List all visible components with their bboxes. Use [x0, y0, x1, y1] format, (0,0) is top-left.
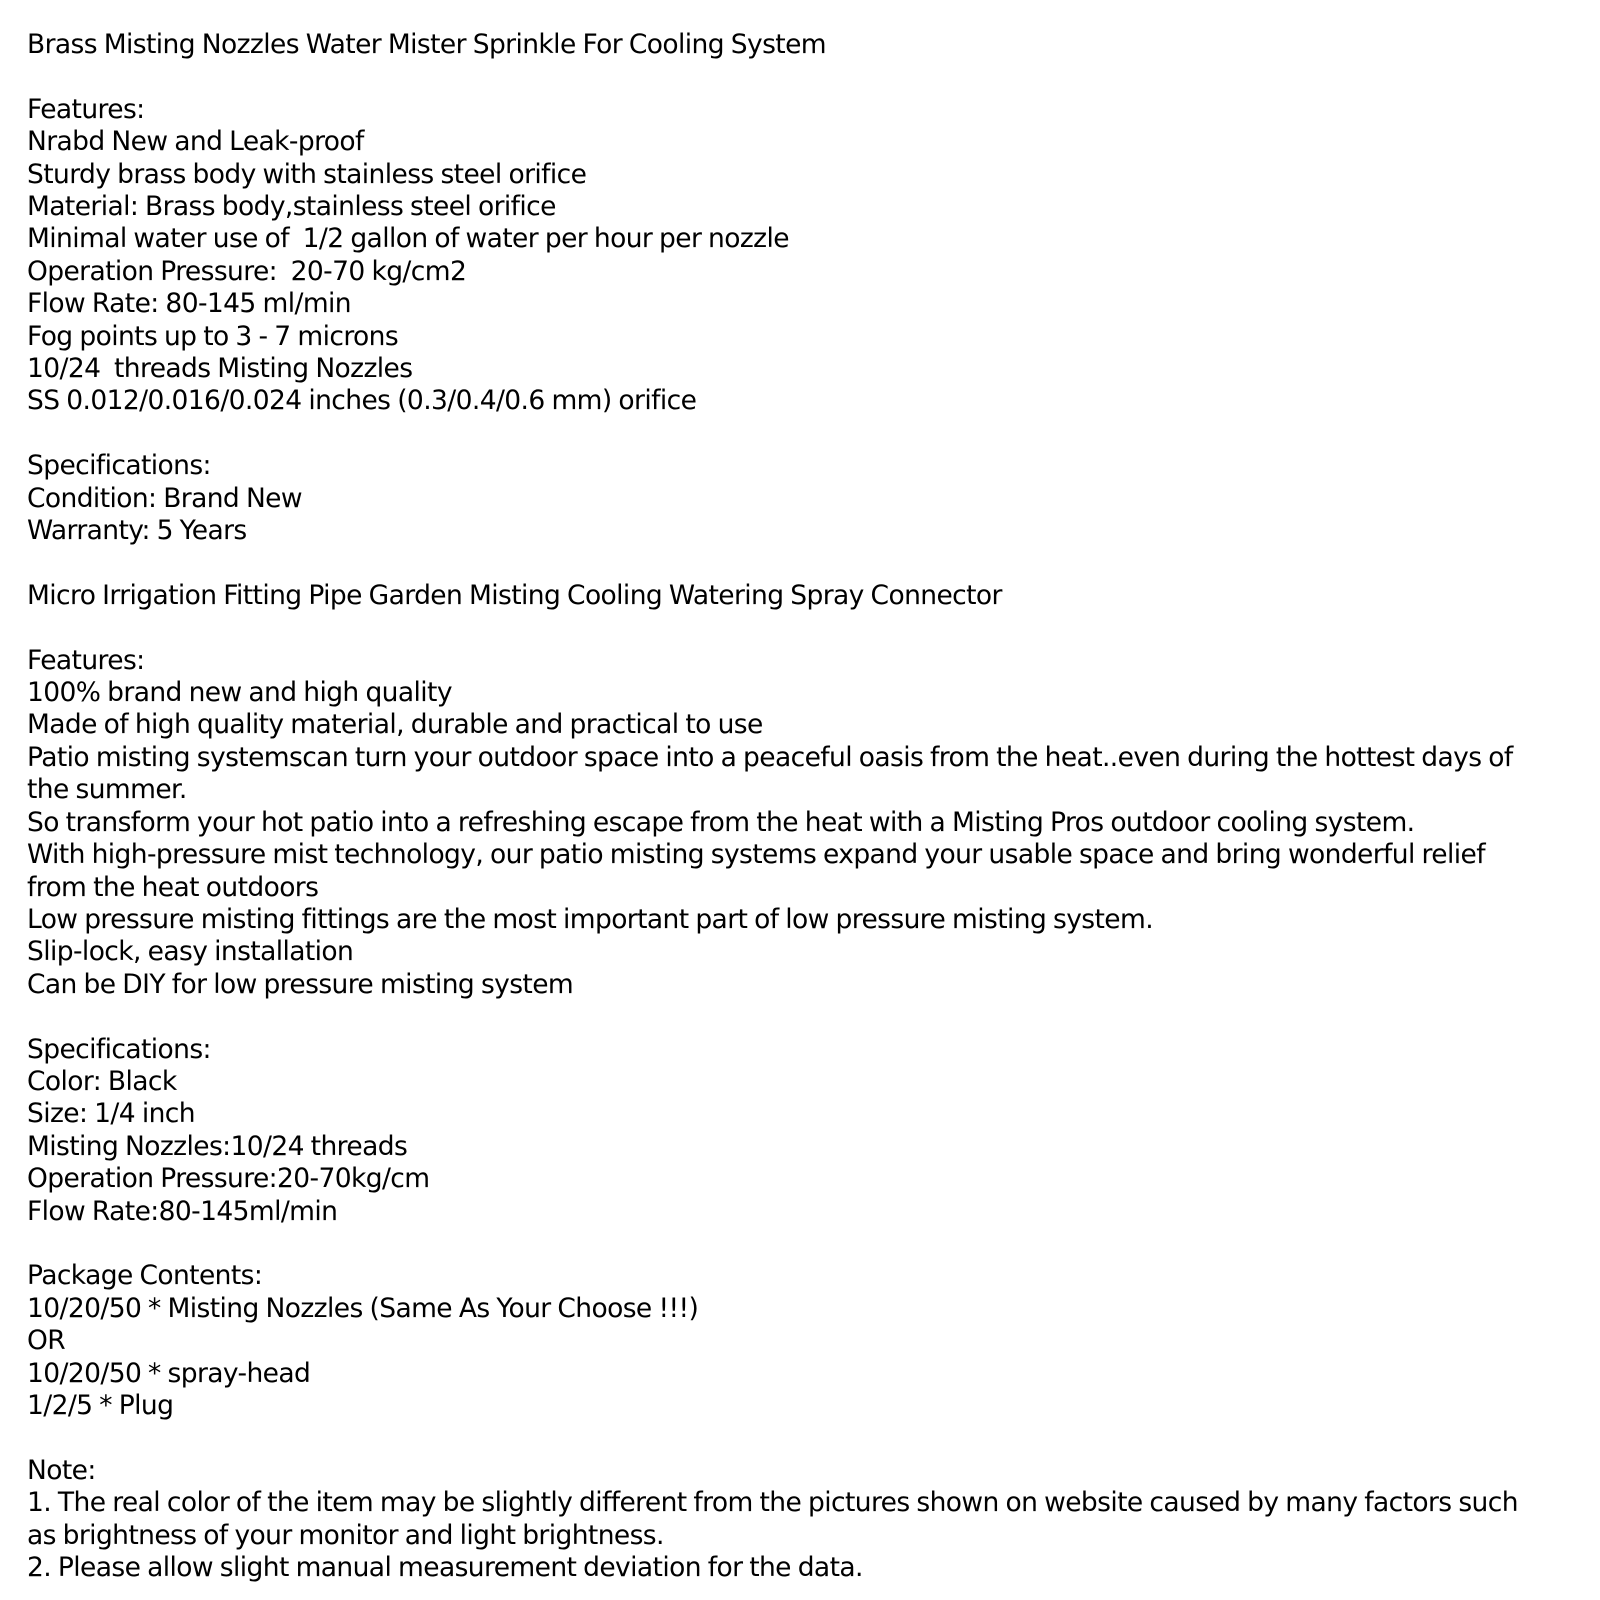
product1-feature-item: SS 0.012/0.016/0.024 inches (0.3/0.4/0.6 mm) orifice	[27, 385, 697, 417]
spacer	[27, 547, 1530, 579]
product1-feature-item: Minimal water use of 1/2 gallon of water per hour per nozzle	[27, 223, 789, 255]
product2-spec-item: Size: 1/4 inch	[27, 1098, 195, 1130]
product1-features-heading: Features:	[27, 93, 145, 125]
spacer	[27, 1001, 1530, 1033]
product1-feature-item: Sturdy brass body with stainless steel orifice	[27, 158, 587, 190]
package-item: OR	[27, 1325, 66, 1357]
product2-feature-item: Low pressure misting fittings are the most important part of low pressure misting system.	[27, 903, 1154, 935]
product1-feature-item: Flow Rate: 80-145 ml/min	[27, 288, 351, 320]
product2-title: Micro Irrigation Fitting Pipe Garden Misting Cooling Watering Spray Connector	[27, 579, 1002, 611]
product2-spec-item: Operation Pressure:20-70kg/cm	[27, 1163, 430, 1195]
spacer	[27, 1422, 1530, 1454]
product1-feature-item: Material: Brass body,stainless steel orifice	[27, 191, 556, 223]
product2-spec-item: Color: Black	[27, 1065, 177, 1097]
spacer	[27, 61, 1530, 93]
product2-feature-item: Can be DIY for low pressure misting system	[27, 968, 574, 1000]
product1-spec-item: Condition: Brand New	[27, 482, 302, 514]
package-item: 1/2/5 * Plug	[27, 1389, 174, 1421]
product1-spec-item: Warranty: 5 Years	[27, 515, 247, 547]
product2-specs-heading: Specifications:	[27, 1033, 211, 1065]
product2-feature-item: Patio misting systemscan turn your outdoor space into a peaceful oasis from the heat..even during the hottest days of the summer.	[27, 741, 1520, 806]
package-item: 10/20/50 * spray-head	[27, 1357, 311, 1389]
package-item: 10/20/50 * Misting Nozzles (Same As Your Choose !!!)	[27, 1292, 699, 1324]
product1-specs-heading: Specifications:	[27, 450, 211, 482]
spacer	[27, 418, 1530, 450]
product1-feature-item: Fog points up to 3 - 7 microns	[27, 320, 399, 352]
product2-feature-item: Made of high quality material, durable and practical to use	[27, 709, 763, 741]
spacer	[27, 612, 1530, 644]
package-heading: Package Contents:	[27, 1260, 263, 1292]
product1-feature-item: Nrabd New and Leak-proof	[27, 126, 364, 158]
product1-title: Brass Misting Nozzles Water Mister Sprinkle For Cooling System	[27, 29, 827, 60]
product2-spec-item: Flow Rate:80-145ml/min	[27, 1195, 338, 1227]
product2-feature-item: With high-pressure mist technology, our patio misting systems expand your usable space and bring wonderful relief from the heat outdoors	[27, 839, 1492, 903]
product1-feature-item: 10/24 threads Misting Nozzles	[27, 353, 413, 385]
product2-features-heading: Features:	[27, 644, 145, 676]
product2-feature-item: So transform your hot patio into a refreshing escape from the heat with a Misting Pros outdoor cooling system.	[27, 806, 1415, 838]
note-item: 2. Please allow slight manual measurement deviation for the data.	[27, 1551, 863, 1583]
note-heading: Note:	[27, 1454, 96, 1486]
product2-feature-item: 100% brand new and high quality	[27, 677, 452, 709]
product1-feature-item: Operation Pressure: 20-70 kg/cm2	[27, 255, 467, 287]
note-item: 1. The real color of the item may be slightly different from the pictures shown on website caused by many factors such as brightness of your monitor and light brightness.	[27, 1487, 1525, 1551]
product2-feature-item: Slip-lock, easy installation	[27, 936, 354, 968]
spacer	[27, 1228, 1530, 1260]
product2-spec-item: Misting Nozzles:10/24 threads	[27, 1130, 408, 1162]
